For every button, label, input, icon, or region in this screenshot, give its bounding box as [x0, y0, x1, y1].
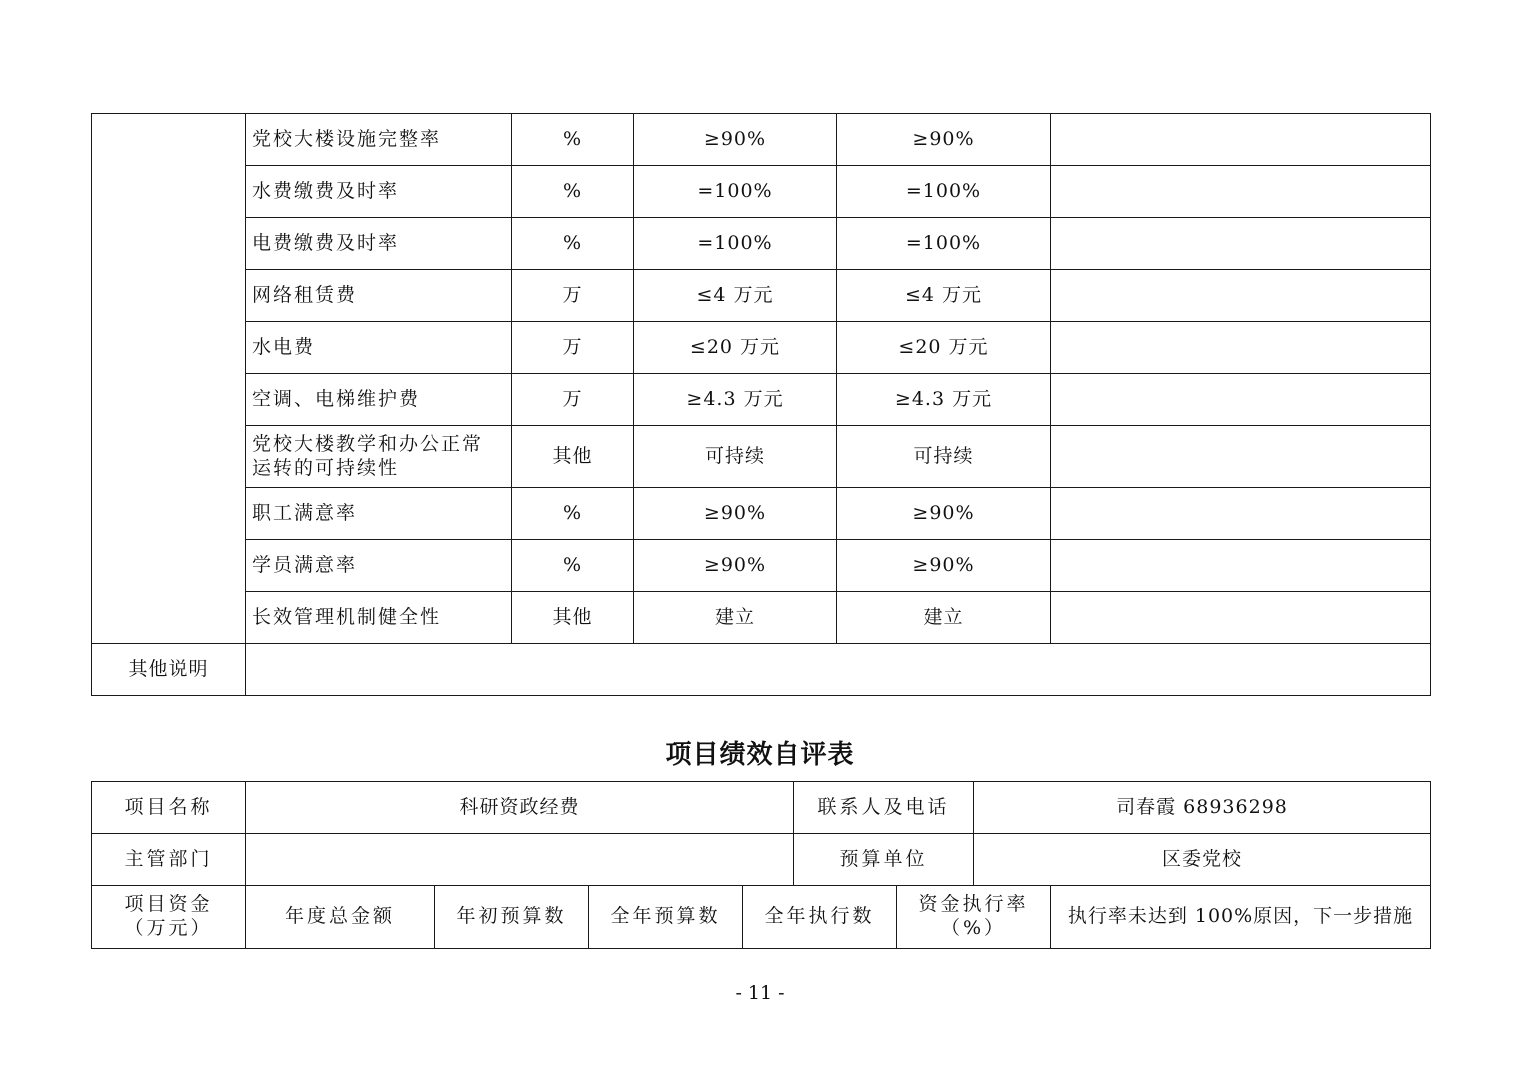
col-execution-rate — [897, 886, 1051, 948]
funds-label-line: 项目资金 — [124, 893, 213, 915]
indicator-name: 党校大楼设施完整率 — [246, 114, 512, 166]
funds-header-table — [91, 886, 1431, 949]
col-initial-budget: 年初预算数 — [435, 886, 589, 948]
indicator-unit: 万 — [512, 322, 634, 374]
indicator-unit: % — [512, 166, 634, 218]
indicator-name: 电费缴费及时率 — [246, 218, 512, 270]
indicator-target: 可持续 — [634, 426, 837, 488]
indicator-unit: % — [512, 540, 634, 592]
indicator-target: =100% — [634, 166, 837, 218]
indicator-target: ≤4 万元 — [634, 270, 837, 322]
indicator-actual: ≥90% — [837, 540, 1051, 592]
indicator-note — [1051, 488, 1431, 540]
indicator-unit: 万 — [512, 374, 634, 426]
indicator-actual: ≥90% — [837, 114, 1051, 166]
indicator-target: 建立 — [634, 592, 837, 644]
indicator-unit: % — [512, 114, 634, 166]
contact-label: 联系人及电话 — [794, 782, 974, 834]
indicator-name: 空调、电梯维护费 — [246, 374, 512, 426]
indicator-note — [1051, 270, 1431, 322]
form-title: 项目绩效自评表 — [665, 740, 855, 770]
col-annual-total: 年度总金额 — [246, 886, 435, 948]
indicator-unit: 其他 — [512, 426, 634, 488]
indicator-unit: 万 — [512, 270, 634, 322]
indicator-name: 水费缴费及时率 — [246, 166, 512, 218]
page-number: - 11 - — [735, 982, 785, 1004]
indicator-target: ≥90% — [634, 114, 837, 166]
indicator-name: 水电费 — [246, 322, 512, 374]
col-execution-rate-line: （%） — [940, 916, 1007, 939]
contact-value: 司春霞 68936298 — [974, 782, 1431, 834]
indicator-actual: ≥4.3 万元 — [837, 374, 1051, 426]
indicator-note — [1051, 114, 1431, 166]
indicator-category-cell — [92, 114, 246, 644]
col-annual-executed: 全年执行数 — [743, 886, 897, 948]
indicator-actual: =100% — [837, 166, 1051, 218]
funds-label-line: （万元） — [124, 916, 213, 939]
budget-unit-value: 区委党校 — [974, 834, 1431, 886]
indicator-name: 网络租赁费 — [246, 270, 512, 322]
indicator-target: ≥90% — [634, 540, 837, 592]
indicator-name — [246, 426, 512, 488]
indicator-note — [1051, 592, 1431, 644]
col-reason: 执行率未达到 100%原因，下一步措施 — [1051, 886, 1431, 948]
indicator-actual: ≤20 万元 — [837, 322, 1051, 374]
indicator-name-line: 运转的可持续性 — [252, 456, 400, 479]
project-info-table — [91, 781, 1431, 886]
indicator-name-line: 党校大楼教学和办公正常 — [252, 432, 484, 455]
indicator-actual: 可持续 — [837, 426, 1051, 488]
performance-indicator-table — [91, 113, 1431, 696]
funds-label — [92, 886, 246, 948]
indicator-note — [1051, 540, 1431, 592]
indicator-name: 学员满意率 — [246, 540, 512, 592]
indicator-target: ≥4.3 万元 — [634, 374, 837, 426]
indicator-actual: ≤4 万元 — [837, 270, 1051, 322]
indicator-note — [1051, 374, 1431, 426]
indicator-unit: % — [512, 218, 634, 270]
indicator-target: ≥90% — [634, 488, 837, 540]
indicator-name: 职工满意率 — [246, 488, 512, 540]
col-execution-rate-line: 资金执行率 — [918, 893, 1029, 915]
indicator-actual: 建立 — [837, 592, 1051, 644]
dept-value — [246, 834, 794, 886]
indicator-note — [1051, 218, 1431, 270]
col-annual-budget: 全年预算数 — [589, 886, 743, 948]
dept-label: 主管部门 — [92, 834, 246, 886]
indicator-actual: ≥90% — [837, 488, 1051, 540]
indicator-target: =100% — [634, 218, 837, 270]
indicator-note — [1051, 426, 1431, 488]
indicator-note — [1051, 166, 1431, 218]
indicator-name: 长效管理机制健全性 — [246, 592, 512, 644]
project-name-value: 科研资政经费 — [246, 782, 794, 834]
indicator-actual: =100% — [837, 218, 1051, 270]
indicator-unit: 其他 — [512, 592, 634, 644]
other-notes-label: 其他说明 — [92, 644, 246, 696]
indicator-target: ≤20 万元 — [634, 322, 837, 374]
indicator-note — [1051, 322, 1431, 374]
indicator-unit: % — [512, 488, 634, 540]
project-name-label: 项目名称 — [92, 782, 246, 834]
budget-unit-label: 预算单位 — [794, 834, 974, 886]
other-notes-value — [246, 644, 1431, 696]
